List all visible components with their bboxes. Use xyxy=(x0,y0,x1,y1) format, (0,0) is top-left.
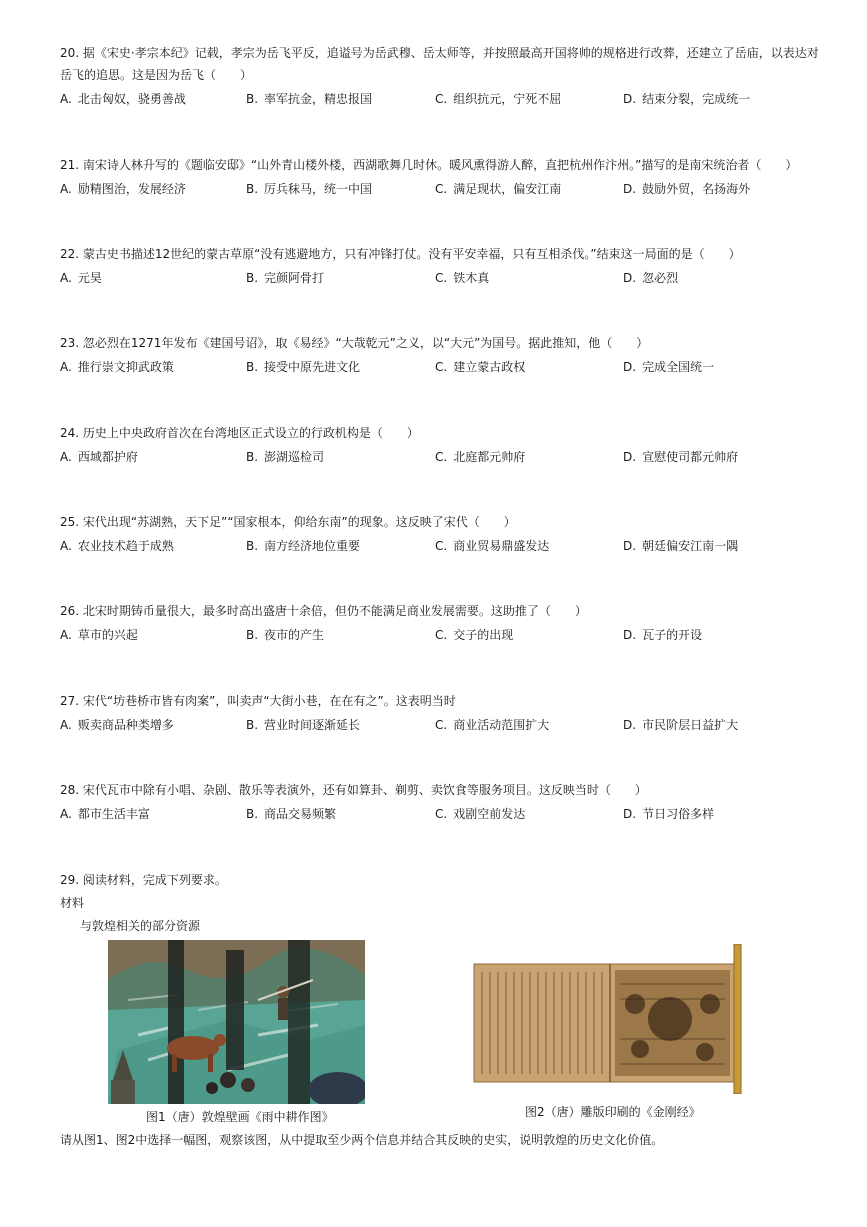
question-stem: 24. 历史上中央政府首次在台湾地区正式设立的行政机构是（ ） xyxy=(60,426,419,440)
question-24 xyxy=(60,422,820,468)
option-c[interactable]: C. 交子的出现 xyxy=(435,628,514,642)
option-d[interactable]: D. 结束分裂，完成统一 xyxy=(623,92,751,106)
options-row xyxy=(60,803,820,825)
option-c[interactable]: C. 商业贸易鼎盛发达 xyxy=(435,539,550,553)
option-b[interactable]: B. 夜市的产生 xyxy=(246,628,325,642)
option-d[interactable]: D. 市民阶层日益扩大 xyxy=(623,718,739,732)
option-a[interactable]: A. 农业技术趋于成熟 xyxy=(60,539,174,553)
option-c[interactable]: C. 铁木真 xyxy=(435,271,490,285)
question-29-prompt: 请从图1、图2中选择一幅图，观察该图，从中提取至少两个信息并结合其反映的史实，说明敦煌的历史文化价值。 xyxy=(60,1133,664,1147)
option-b[interactable]: B. 营业时间逐渐延长 xyxy=(246,718,361,732)
option-a[interactable]: A. 推行崇文抑武政策 xyxy=(60,360,174,374)
option-b[interactable]: B. 澎湖巡检司 xyxy=(246,450,325,464)
question-25 xyxy=(60,511,820,557)
option-b[interactable]: B. 厉兵秣马，统一中国 xyxy=(246,182,373,196)
option-c[interactable]: C. 北庭都元帅府 xyxy=(435,450,526,464)
question-stem: 20. 据《宋史·孝宗本纪》记载，孝宗为岳飞平反，追谥号为岳武穆、岳太师等，并按照最高开国将帅的规格进行改葬，还建立了岳庙，以表达对岳飞的追思。这是因为岳飞（ ） xyxy=(60,46,819,82)
question-22 xyxy=(60,243,820,289)
option-d[interactable]: D. 完成全国统一 xyxy=(623,360,715,374)
options-row xyxy=(60,178,820,200)
question-20 xyxy=(60,42,820,110)
figure-2-caption: 图2（唐）雕版印刷的《金刚经》 xyxy=(525,1105,701,1119)
option-b[interactable]: B. 接受中原先进文化 xyxy=(246,360,361,374)
question-28 xyxy=(60,779,820,825)
question-29-stem: 29. 阅读材料，完成下列要求。 xyxy=(60,873,227,887)
options-row xyxy=(60,446,820,468)
option-d[interactable]: D. 节日习俗多样 xyxy=(623,807,715,821)
question-stem: 27. 宋代“坊巷桥市皆有肉案”，叫卖声“大街小巷，在在有之”。这表明当时 xyxy=(60,694,456,708)
option-a[interactable]: A. 元昊 xyxy=(60,271,102,285)
option-d[interactable]: D. 忽必烈 xyxy=(623,271,679,285)
option-a[interactable]: A. 都市生活丰富 xyxy=(60,807,150,821)
option-a[interactable]: A. 北击匈奴，骁勇善战 xyxy=(60,92,186,106)
scroll-illustration xyxy=(470,944,745,1094)
figure-2-scroll-image xyxy=(470,944,745,1094)
question-23 xyxy=(60,332,820,378)
question-stem: 28. 宋代瓦市中除有小唱、杂剧、散乐等表演外，还有如算卦、剃剪、卖饮食等服务项目。这反映当时（ ） xyxy=(60,783,647,797)
figure-1-mural-image xyxy=(108,940,365,1104)
option-d[interactable]: D. 朝廷偏安江南一隅 xyxy=(623,539,739,553)
mural-illustration xyxy=(108,940,365,1104)
options-row xyxy=(60,267,820,289)
material-label: 材料 xyxy=(60,896,85,910)
option-c[interactable]: C. 建立蒙古政权 xyxy=(435,360,526,374)
option-a[interactable]: A. 贩卖商品种类增多 xyxy=(60,718,174,732)
material-title: 与敦煌相关的部分资源 xyxy=(80,919,201,933)
question-stem: 25. 宋代出现“苏湖熟，天下足”“国家根本，仰给东南”的现象。这反映了宋代（ ） xyxy=(60,515,516,529)
option-c[interactable]: C. 组织抗元，宁死不屈 xyxy=(435,92,562,106)
question-stem: 22. 蒙古史书描述12世纪的蒙古草原“没有逃避地方，只有冲锋打仗。没有平安幸福，只有互相杀伐。”结束这一局面的是（ ） xyxy=(60,247,741,261)
options-row xyxy=(60,535,820,557)
option-c[interactable]: C. 商业活动范围扩大 xyxy=(435,718,550,732)
figure-1-caption: 图1（唐）敦煌壁画《雨中耕作图》 xyxy=(146,1110,334,1124)
options-row xyxy=(60,714,820,736)
option-d[interactable]: D. 宣慰使司都元帅府 xyxy=(623,450,739,464)
question-stem: 21. 南宋诗人林升写的《题临安邸》“山外青山楼外楼，西湖歌舞几时休。暖风熏得游人醉，直把杭州作汴州。”描写的是南宋统治者（ ） xyxy=(60,158,798,172)
option-b[interactable]: B. 商品交易频繁 xyxy=(246,807,337,821)
options-row xyxy=(60,88,820,110)
option-d[interactable]: D. 瓦子的开设 xyxy=(623,628,703,642)
option-a[interactable]: A. 草市的兴起 xyxy=(60,628,138,642)
question-21 xyxy=(60,154,820,200)
options-row xyxy=(60,356,820,378)
option-a[interactable]: A. 励精图治，发展经济 xyxy=(60,182,186,196)
question-stem: 26. 北宋时期铸币量很大，最多时高出盛唐十余倍，但仍不能满足商业发展需要。这助推了（ ） xyxy=(60,604,587,618)
question-stem: 23. 忽必烈在1271年发布《建国号诏》，取《易经》“大哉乾元”之义，以“大元”为国号。据此推知，他（ ） xyxy=(60,336,649,350)
option-b[interactable]: B. 南方经济地位重要 xyxy=(246,539,361,553)
option-d[interactable]: D. 鼓励外贸，名扬海外 xyxy=(623,182,751,196)
option-b[interactable]: B. 完颜阿骨打 xyxy=(246,271,325,285)
options-row xyxy=(60,624,820,646)
option-c[interactable]: C. 戏剧空前发达 xyxy=(435,807,526,821)
question-26 xyxy=(60,600,820,646)
option-b[interactable]: B. 率军抗金，精忠报国 xyxy=(246,92,373,106)
option-c[interactable]: C. 满足现状，偏安江南 xyxy=(435,182,562,196)
option-a[interactable]: A. 西域都护府 xyxy=(60,450,138,464)
question-27 xyxy=(60,690,820,736)
